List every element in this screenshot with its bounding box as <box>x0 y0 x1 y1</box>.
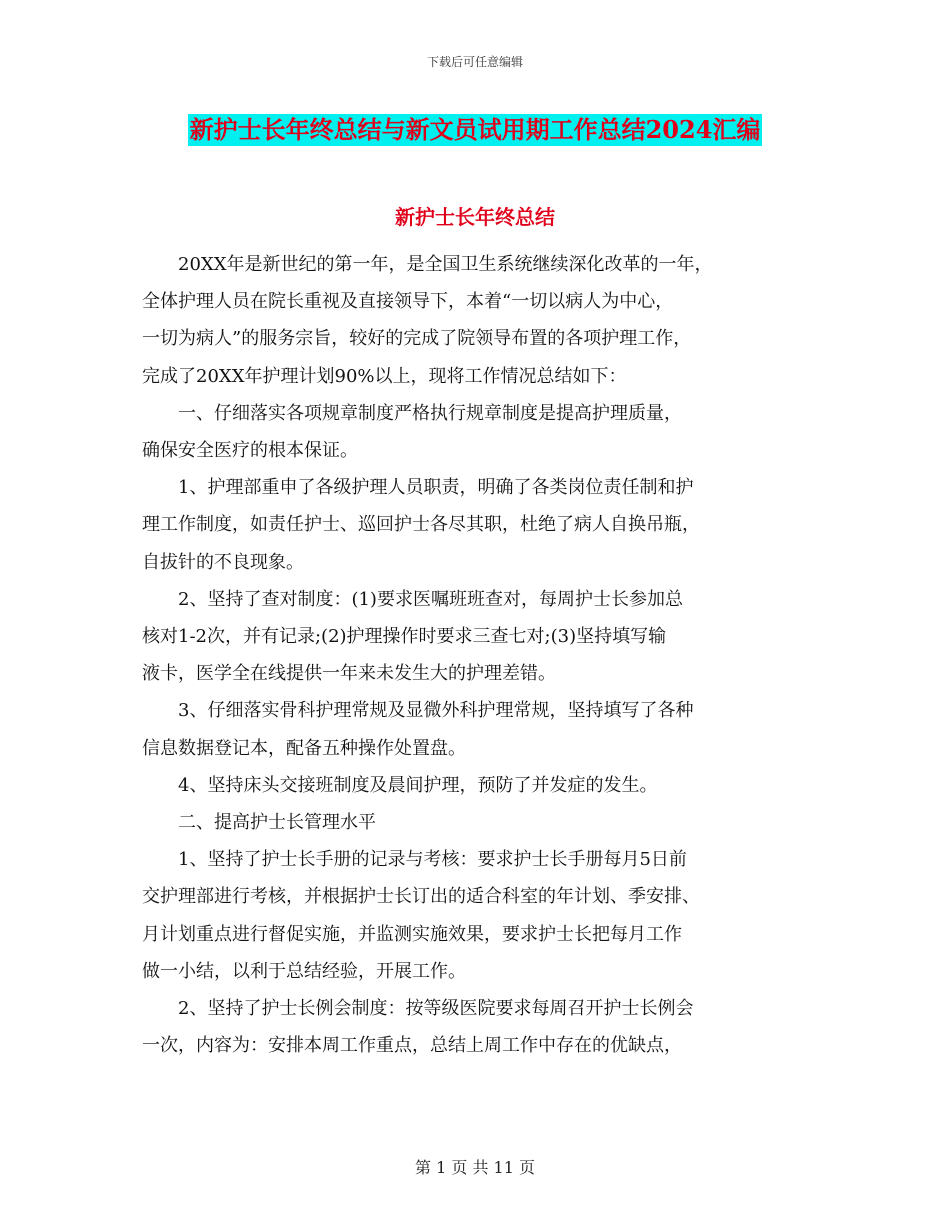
document-title: 新护士长年终总结与新文员试用期工作总结2024汇编 <box>189 115 761 144</box>
paragraph-line: 理工作制度，如责任护士、巡回护士各尽其职，杜绝了病人自换吊瓶， <box>142 514 700 536</box>
doc-title-container <box>0 114 950 146</box>
paragraph-line: 信息数据登记本，配备五种操作处置盘。 <box>142 737 466 759</box>
section-title: 新护士长年终总结 <box>395 205 555 229</box>
paragraph-line: 20XX年是新世纪的第一年，是全国卫生系统继续深化改革的一年， <box>178 254 713 275</box>
paragraph-line: 液卡，医学全在线提供一年来未发生大的护理差错。 <box>142 663 556 685</box>
paragraph-line: 一次，内容为：安排本周工作重点，总结上周工作中存在的优缺点， <box>142 1035 682 1057</box>
paragraph-line: 一切为病人”的服务宗旨，较好的完成了院领导布置的各项护理工作， <box>142 328 692 350</box>
paragraph-line: 3、仔细落实骨科护理常规及显微外科护理常规，坚持填写了各种 <box>178 700 694 722</box>
paragraph-line: 核对1-2次，并有记录;(2)护理操作时要求三查七对;(3)坚持填写输 <box>142 626 667 648</box>
header-note: 下载后可任意编辑 <box>426 55 523 69</box>
paragraph-line: 交护理部进行考核，并根据护士长订出的适合科室的年计划、季安排、 <box>142 886 700 908</box>
paragraph-line: 月计划重点进行督促实施，并监测实施效果，要求护士长把每月工作 <box>142 923 682 945</box>
paragraph-line: 确保安全医疗的根本保证。 <box>142 440 358 462</box>
paragraph-line: 自拔针的不良现象。 <box>142 551 304 573</box>
paragraph-line: 2、坚持了查对制度：(1)要求医嘱班班查对，每周护士长参加总 <box>178 588 683 610</box>
paragraph-line: 1、护理部重申了各级护理人员职责，明确了各类岗位责任制和护 <box>178 477 694 499</box>
page-footer: 第 1 页 共 11 页 <box>415 1158 535 1177</box>
paragraph-line: 1、坚持了护士长手册的记录与考核：要求护士长手册每月5日前 <box>178 849 687 871</box>
paragraph-line: 完成了20XX年护理计划90%以上，现将工作情况总结如下： <box>142 365 627 387</box>
paragraph-line: 一、仔细落实各项规章制度严格执行规章制度是提高护理质量， <box>178 402 682 424</box>
paragraph-line: 2、坚持了护士长例会制度：按等级医院要求每周召开护士长例会 <box>178 998 694 1020</box>
document-body <box>142 246 810 1064</box>
paragraph-line: 二、提高护士长管理水平 <box>178 812 376 834</box>
paragraph-line: 做一小结，以利于总结经验，开展工作。 <box>142 960 466 982</box>
paragraph-line: 4、坚持床头交接班制度及晨间护理，预防了并发症的发生。 <box>178 774 658 796</box>
paragraph-line: 全体护理人员在院长重视及直接领导下，本着“一切以病人为中心， <box>142 291 674 313</box>
